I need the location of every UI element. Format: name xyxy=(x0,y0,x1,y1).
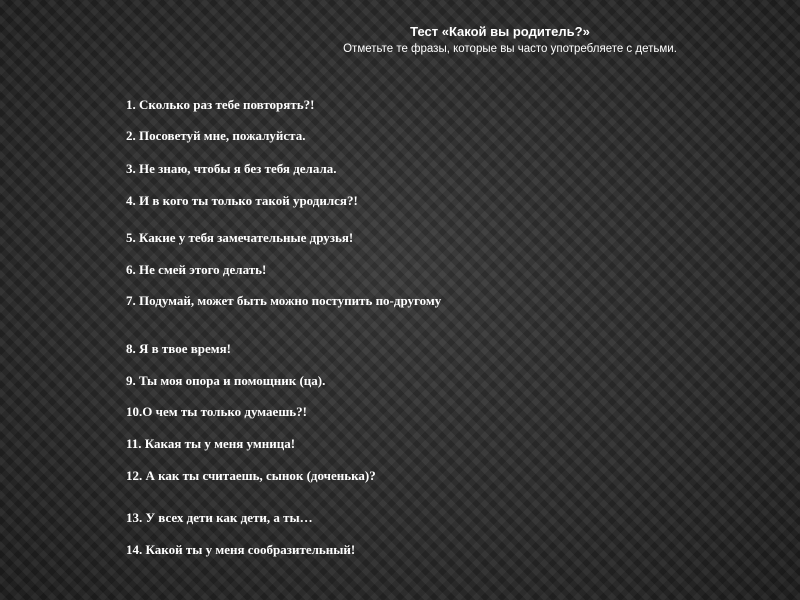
phrase-6: 6. Не смей этого делать! xyxy=(126,262,267,277)
phrase-8: 8. Я в твое время! xyxy=(126,341,231,356)
phrase-2: 2. Посоветуй мне, пожалуйста. xyxy=(126,128,306,143)
phrase-9: 9. Ты моя опора и помощник (ца). xyxy=(126,373,326,388)
phrase-14: 14. Какой ты у меня сообразительный! xyxy=(126,542,356,557)
phrase-7: 7. Подумай, может быть можно поступить по-другому xyxy=(126,293,442,308)
phrase-5: 5. Какие у тебя замечательные друзья! xyxy=(126,230,354,245)
phrase-12: 12. А как ты считаешь, сынок (доченька)? xyxy=(126,468,376,483)
slide-title: Тест «Какой вы родитель?» xyxy=(410,24,590,39)
slide-subtitle: Отметьте те фразы, которые вы часто употребляете с детьми. xyxy=(343,43,677,55)
phrase-13: 13. У всех дети как дети, а ты… xyxy=(126,510,313,525)
phrase-4: 4. И в кого ты только такой уродился?! xyxy=(126,193,358,208)
phrase-3: 3. Не знаю, чтобы я без тебя делала. xyxy=(126,161,337,176)
phrase-10: 10.О чем ты только думаешь?! xyxy=(126,404,308,419)
phrase-1: 1. Сколько раз тебе повторять?! xyxy=(126,97,315,112)
phrase-11: 11. Какая ты у меня умница! xyxy=(126,436,296,451)
